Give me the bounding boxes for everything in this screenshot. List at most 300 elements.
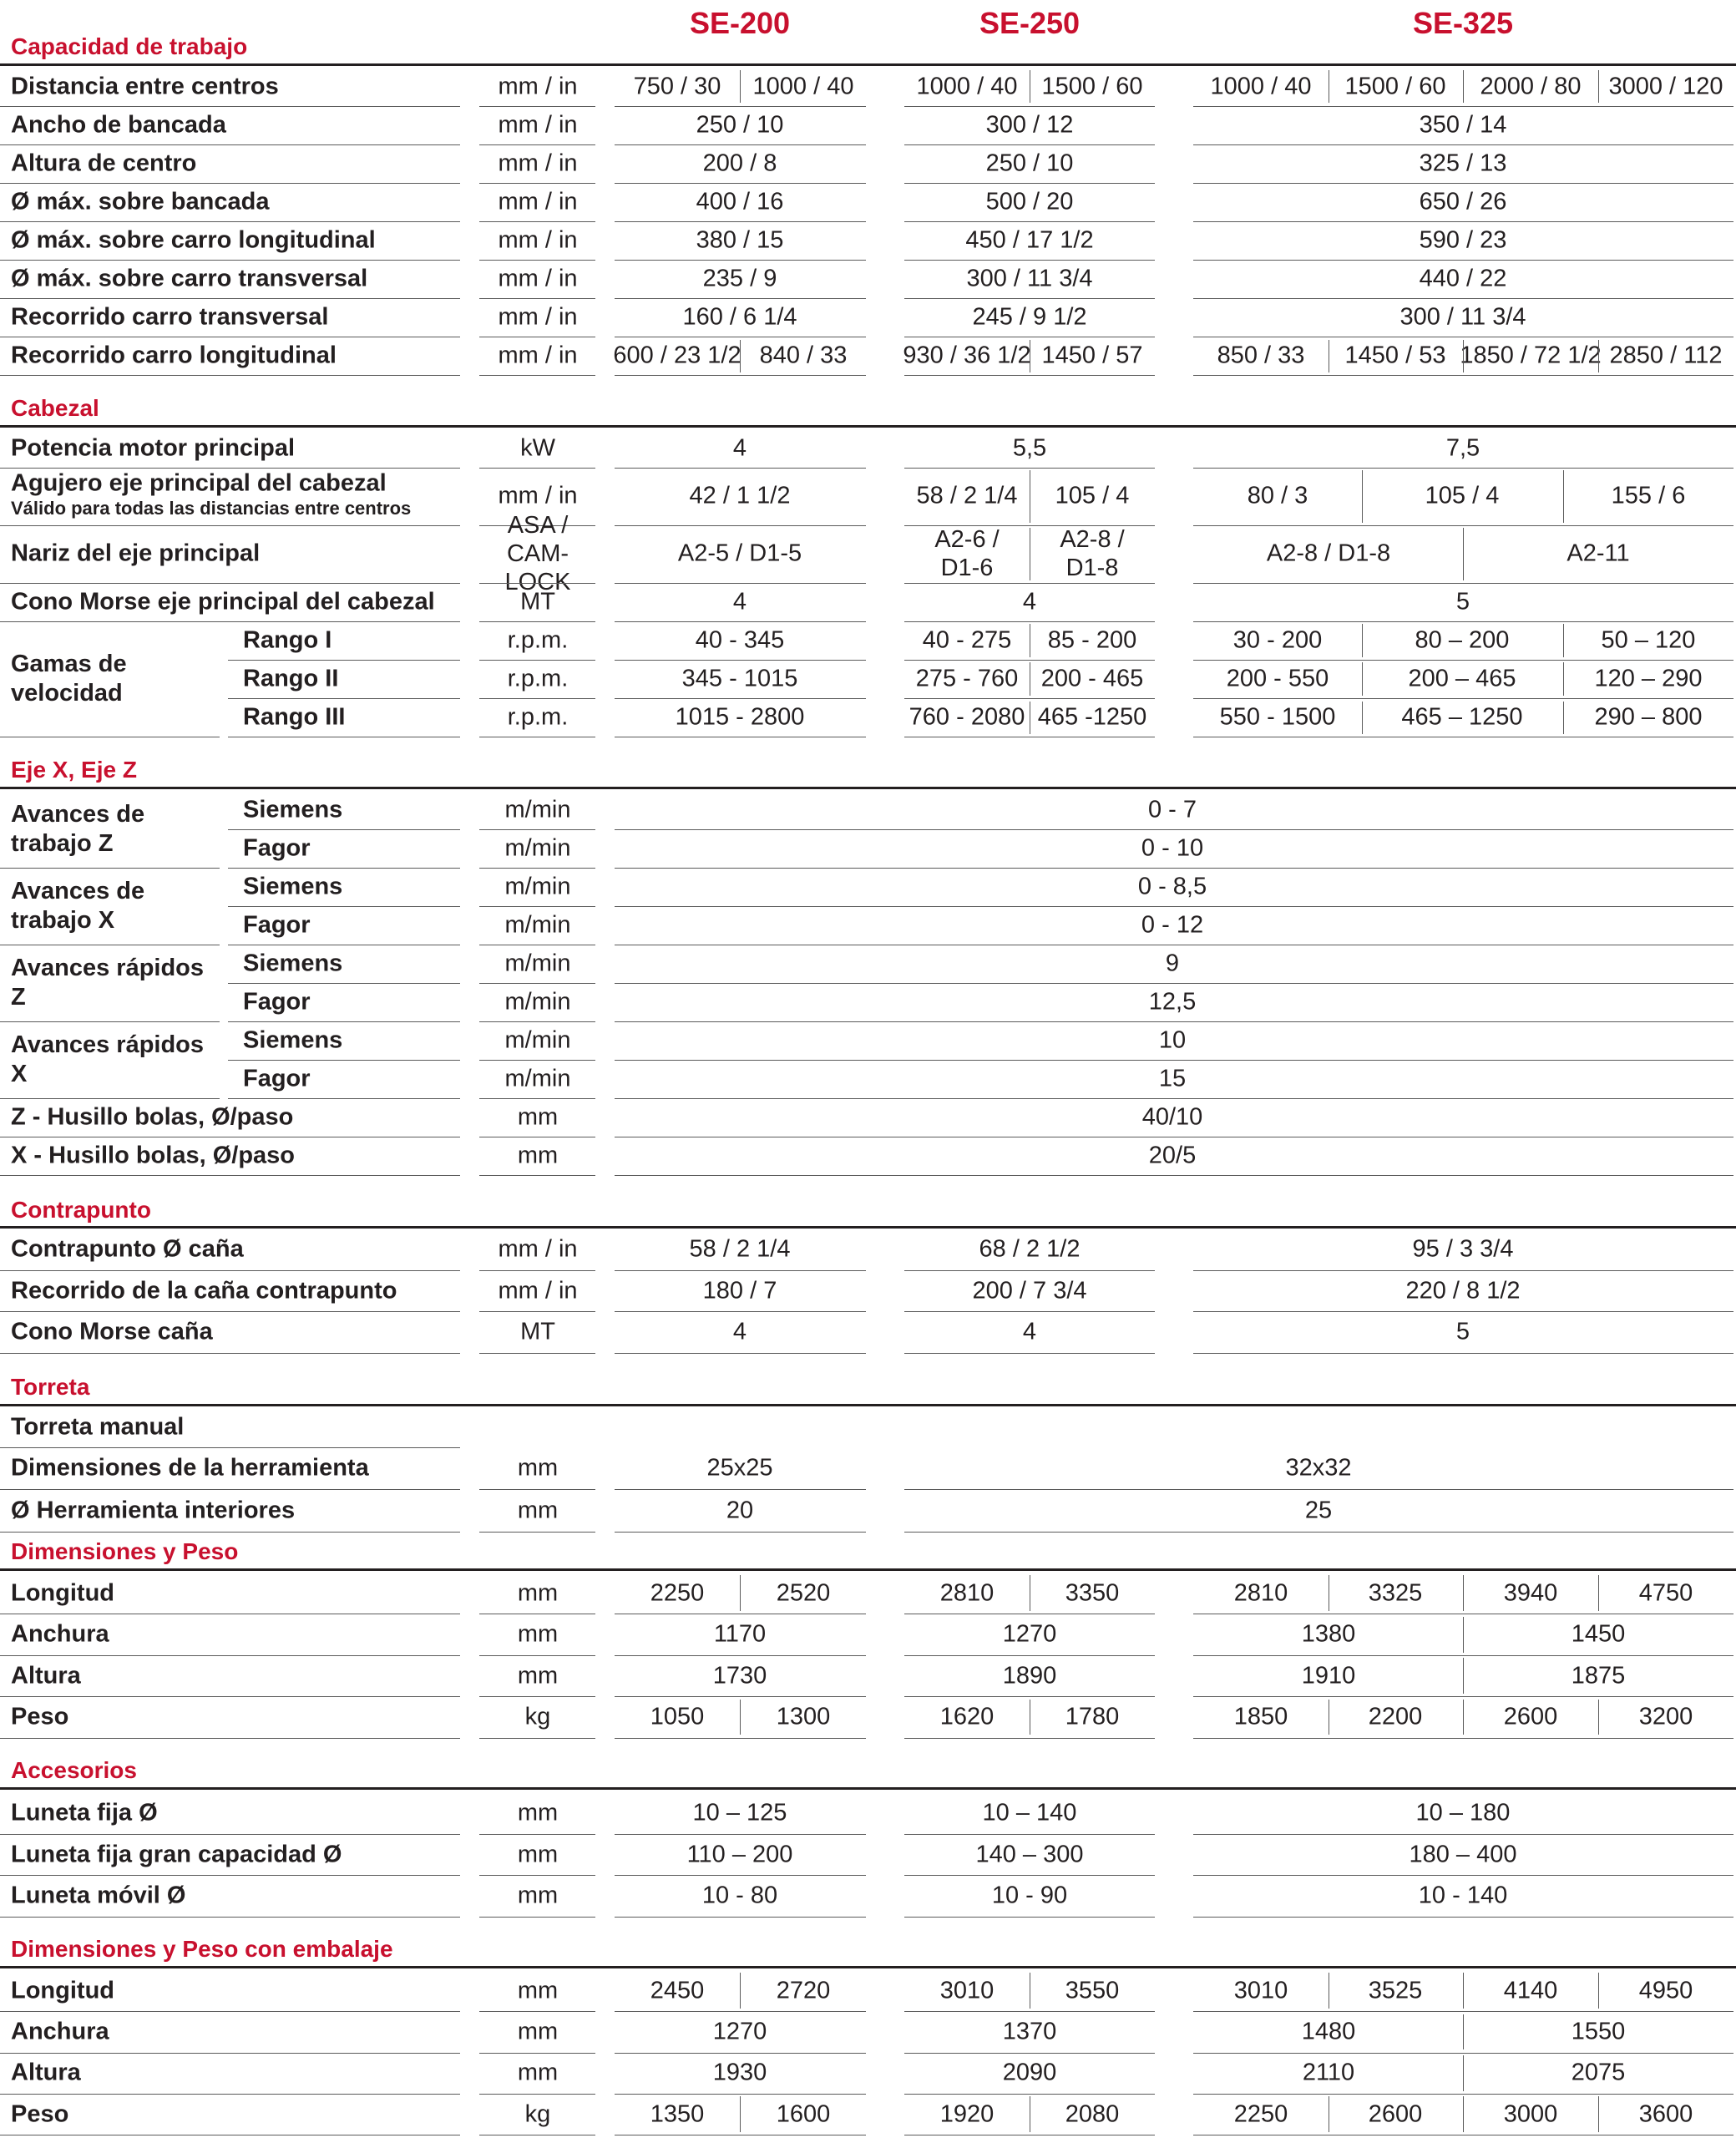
row-rule [904, 260, 1155, 261]
row-unit: mm [517, 1841, 559, 1868]
row-rule [904, 375, 1155, 376]
row-rule [904, 144, 1155, 145]
cell-divider [740, 1700, 741, 1735]
cell-divider [1362, 662, 1363, 696]
row-label: Contrapunto Ø caña [11, 1235, 244, 1263]
row-rule [479, 2053, 595, 2054]
spec-value: 3550 [1065, 1977, 1120, 2004]
spec-value: 5,5 [1012, 434, 1047, 462]
spec-value: 200 - 550 [1226, 665, 1329, 692]
spec-value: 650 / 26 [1419, 188, 1507, 215]
row-rule [904, 583, 1155, 584]
row-rule [904, 183, 1155, 184]
row-rule [904, 1655, 1155, 1656]
row-rule [615, 1532, 866, 1533]
row-unit: mm / in [498, 226, 578, 254]
section-rule [0, 1226, 1736, 1229]
spec-value: 2200 [1368, 1703, 1423, 1730]
row-label: Luneta fija Ø [11, 1799, 158, 1826]
spec-value: 9 [1165, 950, 1180, 977]
row-rule [479, 1175, 595, 1176]
row-unit: mm / in [498, 73, 578, 100]
row-rule [904, 698, 1155, 699]
row-unit: MT [520, 588, 555, 616]
row-rule [479, 2011, 595, 2012]
spec-value: 300 / 11 3/4 [966, 265, 1093, 292]
row-rule [615, 983, 1733, 984]
spec-value: 15 [1158, 1065, 1187, 1092]
row-rule [479, 221, 595, 222]
row-rule [1193, 2053, 1733, 2054]
row-rule [615, 2094, 866, 2095]
row-rule [1193, 660, 1733, 661]
row-rule [0, 144, 460, 145]
row-rule [479, 660, 595, 661]
model-header: SE-250 [979, 6, 1081, 40]
row-rule [615, 1311, 866, 1312]
spec-value: 40/10 [1141, 1103, 1203, 1131]
spec-value: 3000 / 120 [1608, 73, 1723, 100]
row-rule [479, 829, 595, 830]
row-label: Agujero eje principal del cabezal [11, 469, 387, 497]
row-unit: mm [517, 1497, 559, 1524]
row-rule [615, 1353, 866, 1354]
row-sublabel: Fagor [243, 988, 311, 1016]
spec-value: 180 / 7 [702, 1277, 777, 1305]
row-unit: mm [517, 1103, 559, 1131]
row-rule [0, 868, 220, 869]
section-title: Cabezal [11, 395, 99, 421]
row-rule [479, 1875, 595, 1876]
row-label: Altura [11, 1662, 81, 1690]
row-rule [615, 1917, 866, 1918]
spec-value: 68 / 2 1/2 [979, 1235, 1081, 1263]
spec-value: 4750 [1638, 1579, 1693, 1607]
cell-divider [1563, 624, 1564, 657]
spec-value: 1000 / 40 [1210, 73, 1312, 100]
row-label: Cono Morse eje principal del cabezal [11, 588, 435, 616]
spec-value: 1170 [713, 1620, 767, 1648]
row-label: Peso [11, 2100, 69, 2128]
row-label: Peso [11, 1703, 69, 1730]
cell-divider [1598, 70, 1599, 103]
row-unit: mm / in [498, 482, 578, 509]
spec-value: 10 – 125 [692, 1799, 787, 1826]
row-rule [0, 183, 460, 184]
row-rule [228, 1060, 460, 1061]
row-rule [904, 2053, 1155, 2054]
row-rule [0, 468, 460, 469]
spec-value: 120 – 290 [1594, 665, 1703, 692]
section-title: Capacidad de trabajo [11, 33, 248, 59]
row-unit: mm / in [498, 188, 578, 215]
row-unit: kW [520, 434, 555, 462]
section-rule [0, 425, 1736, 428]
spec-value: 4 [732, 588, 747, 616]
row-rule [615, 1655, 866, 1656]
spec-value: 140 – 300 [975, 1841, 1084, 1868]
row-unit: mm [517, 1977, 559, 2004]
spec-value: 0 - 7 [1147, 796, 1197, 823]
spec-value: 3010 [939, 1977, 995, 2004]
row-label: Distancia entre centros [11, 73, 279, 100]
row-rule [0, 525, 460, 526]
section-rule [0, 1568, 1736, 1571]
spec-value: 2850 / 112 [1609, 342, 1723, 369]
row-rule [479, 868, 595, 869]
row-rule [904, 106, 1155, 107]
spec-value: 58 / 2 1/4 [689, 1235, 791, 1263]
row-rule [1193, 1696, 1733, 1697]
row-rule [479, 144, 595, 145]
spec-value: 200 / 7 3/4 [972, 1277, 1087, 1305]
row-unit: mm [517, 1579, 559, 1607]
row-rule [615, 1098, 1733, 1099]
row-rule [228, 1021, 460, 1022]
spec-value: 10 [1158, 1026, 1187, 1054]
row-rule [479, 375, 595, 376]
spec-value: 465 – 1250 [1401, 703, 1523, 731]
row-rule [479, 1021, 595, 1022]
row-rule [479, 468, 595, 469]
row-rule [1193, 1270, 1733, 1271]
spec-value: 1600 [776, 2100, 831, 2128]
row-unit: mm [517, 1454, 559, 1482]
row-sublabel: Siemens [243, 950, 343, 977]
spec-value: 300 / 11 3/4 [1399, 303, 1526, 331]
row-sublabel: Rango I [243, 626, 332, 654]
row-unit: mm [517, 2018, 559, 2045]
spec-value: 2250 [1233, 2100, 1288, 2128]
spec-value: 25 [1304, 1497, 1333, 1524]
section-title: Dimensiones y Peso con embalaje [11, 1936, 393, 1962]
section-rule [0, 1404, 1736, 1406]
spec-value: 1015 - 2800 [675, 703, 805, 731]
spec-value: 20 [726, 1497, 754, 1524]
row-note: Válido para todas las distancias entre centros [11, 498, 412, 519]
cell-divider [1598, 340, 1599, 372]
section-rule [0, 787, 1736, 789]
row-rule [1193, 1875, 1733, 1876]
row-unit: m/min [504, 950, 571, 977]
row-rule [479, 1532, 595, 1533]
row-label: Recorrido de la caña contrapunto [11, 1277, 397, 1305]
cell-divider [1463, 1700, 1464, 1735]
row-rule [615, 1021, 1733, 1022]
row-rule [1193, 468, 1733, 469]
spec-value: 345 - 1015 [681, 665, 798, 692]
row-unit: mm [517, 1620, 559, 1648]
spec-value: 2600 [1368, 2100, 1423, 2128]
row-rule [0, 1917, 460, 1918]
row-rule [615, 221, 866, 222]
row-label: Longitud [11, 1977, 115, 2004]
row-rule [904, 1738, 1155, 1739]
row-rule [0, 106, 460, 107]
spec-value: 2810 [939, 1579, 995, 1607]
spec-value: 1920 [939, 2100, 995, 2128]
row-rule [228, 906, 460, 907]
row-rule [904, 1917, 1155, 1918]
row-rule [0, 260, 460, 261]
spec-value: 1930 [712, 2059, 767, 2086]
row-rule [615, 2011, 866, 2012]
spec-value: 380 / 15 [696, 226, 784, 254]
spec-value: 4950 [1638, 1977, 1693, 2004]
row-rule [615, 298, 866, 299]
row-rule [904, 221, 1155, 222]
spec-value: 1350 [650, 2100, 705, 2128]
spec-value: A2-8 / D1-8 [1266, 540, 1391, 567]
row-rule [904, 1270, 1155, 1271]
spec-value: A2-5 / D1-5 [677, 540, 802, 567]
spec-value: 1620 [939, 1703, 995, 1730]
row-rule [0, 1021, 220, 1022]
spec-value: 2075 [1571, 2059, 1626, 2086]
spec-value: 250 / 10 [985, 149, 1074, 177]
spec-value: 300 / 12 [985, 111, 1074, 139]
row-label: Anchura [11, 1620, 109, 1648]
row-label: Ø máx. sobre carro longitudinal [11, 226, 376, 254]
row-rule [615, 1696, 866, 1697]
spec-value: 105 / 4 [1425, 482, 1500, 509]
spec-value: 760 - 2080 [908, 703, 1025, 731]
spec-value: 1480 [1301, 2018, 1356, 2045]
row-rule [0, 1532, 460, 1533]
row-unit: kg [524, 2100, 551, 2128]
row-rule [1193, 2094, 1733, 2095]
spec-value: 58 / 2 1/4 [916, 482, 1018, 509]
spec-value: 105 / 4 [1055, 482, 1130, 509]
spec-value: 500 / 20 [985, 188, 1074, 215]
row-rule [904, 2011, 1155, 2012]
spec-value: 1500 / 60 [1344, 73, 1446, 100]
row-unit: r.p.m. [507, 665, 569, 692]
cell-divider [1463, 1575, 1464, 1611]
cell-divider [1463, 70, 1464, 103]
row-label: Luneta móvil Ø [11, 1882, 186, 1909]
row-rule [615, 1834, 866, 1835]
row-rule [479, 1311, 595, 1312]
row-rule [0, 1447, 460, 1448]
spec-value: 5 [1455, 1318, 1470, 1345]
row-label: Z - Husillo bolas, Ø/paso [11, 1103, 294, 1131]
row-unit: m/min [504, 1065, 571, 1092]
row-rule [479, 298, 595, 299]
row-rule [904, 1875, 1155, 1876]
spec-value: 12,5 [1148, 988, 1197, 1016]
row-rule [1193, 260, 1733, 261]
spec-value: 80 – 200 [1415, 626, 1510, 654]
spec-value: 0 - 10 [1141, 834, 1204, 862]
row-sublabel: Siemens [243, 1026, 343, 1054]
spec-value: 930 / 36 1/2 [903, 342, 1031, 369]
row-unit: mm / in [498, 342, 578, 369]
row-rule [1193, 1311, 1733, 1312]
row-label: Nariz del eje principal [11, 540, 261, 567]
group-label: Gamas de velocidad [11, 651, 127, 707]
row-rule [479, 1655, 595, 1656]
row-rule [0, 621, 460, 622]
row-unit: m/min [504, 873, 571, 900]
row-rule [1193, 1655, 1733, 1656]
spec-value: 600 / 23 1/2 [613, 342, 741, 369]
spec-value: 3525 [1368, 1977, 1423, 2004]
spec-value: 180 – 400 [1409, 1841, 1517, 1868]
cell-divider [1463, 2055, 1464, 2091]
spec-value: 30 - 200 [1232, 626, 1323, 654]
row-rule [1193, 144, 1733, 145]
row-rule [1193, 2011, 1733, 2012]
row-rule [904, 1353, 1155, 1354]
row-rule [1193, 1738, 1733, 1739]
spec-value: 25x25 [706, 1454, 773, 1482]
cell-divider [1598, 1973, 1599, 2009]
section-title: Dimensiones y Peso [11, 1538, 239, 1564]
spec-value: 850 / 33 [1217, 342, 1305, 369]
row-rule [615, 525, 866, 526]
spec-value: 2090 [1002, 2059, 1057, 2086]
spec-value: A2-6 / D1-6 [934, 526, 1000, 581]
row-rule [0, 2094, 460, 2095]
cell-divider [740, 2096, 741, 2132]
spec-value: 20/5 [1148, 1142, 1197, 1169]
row-label: Altura de centro [11, 149, 197, 177]
row-sublabel: Fagor [243, 911, 311, 939]
spec-value: 4 [1022, 1318, 1037, 1345]
spec-value: 1050 [650, 1703, 705, 1730]
spec-value: 3350 [1065, 1579, 1120, 1607]
spec-value: 2110 [1302, 2059, 1355, 2086]
row-rule [0, 1738, 460, 1739]
row-sublabel: Fagor [243, 1065, 311, 1092]
row-rule [0, 2053, 460, 2054]
row-rule [228, 660, 460, 661]
spec-value: 2810 [1233, 1579, 1288, 1607]
row-rule [479, 583, 595, 584]
row-unit: m/min [504, 1026, 571, 1054]
row-unit: m/min [504, 911, 571, 939]
row-rule [0, 1175, 460, 1176]
spec-value: 250 / 10 [696, 111, 784, 139]
row-unit: m/min [504, 834, 571, 862]
row-rule [228, 868, 460, 869]
spec-value: 465 -1250 [1037, 703, 1147, 731]
spec-value: 840 / 33 [759, 342, 848, 369]
spec-value: 85 - 200 [1047, 626, 1137, 654]
row-unit: ASA / CAM-LOCK [504, 512, 571, 595]
row-rule [0, 1655, 460, 1656]
spec-value: 3000 [1503, 2100, 1558, 2128]
spec-value: 2250 [650, 1579, 705, 1607]
row-rule [615, 829, 1733, 830]
cell-divider [740, 340, 741, 372]
row-rule [0, 583, 460, 584]
spec-value: 290 – 800 [1594, 703, 1703, 731]
model-header: SE-325 [1412, 6, 1514, 40]
cell-divider [1598, 1700, 1599, 1735]
row-sublabel: Rango II [243, 665, 339, 692]
spec-value: 245 / 9 1/2 [972, 303, 1087, 331]
spec-value: 1380 [1301, 1620, 1356, 1648]
row-rule [479, 1060, 595, 1061]
row-rule [615, 1738, 866, 1739]
row-unit: mm / in [498, 1277, 578, 1305]
spec-value: 1850 [1233, 1703, 1288, 1730]
group-label: Avances de trabajo Z [11, 801, 145, 857]
row-rule [1193, 1353, 1733, 1354]
cell-divider [740, 70, 741, 103]
row-rule [1193, 583, 1733, 584]
row-rule [479, 1353, 595, 1354]
row-unit: mm / in [498, 303, 578, 331]
row-label: X - Husillo bolas, Ø/paso [11, 1142, 295, 1169]
row-rule [615, 144, 866, 145]
spec-value: 1890 [1002, 1662, 1057, 1690]
row-rule [615, 621, 866, 622]
row-rule [479, 260, 595, 261]
row-rule [228, 698, 460, 699]
row-label: Luneta fija gran capacidad Ø [11, 1841, 342, 1868]
cell-divider [1463, 1658, 1464, 1694]
row-rule [0, 298, 460, 299]
spec-value: 2720 [776, 1977, 831, 2004]
spec-value: 2450 [650, 1977, 705, 2004]
spec-value: 5 [1455, 588, 1470, 616]
spec-value: 1910 [1301, 1662, 1356, 1690]
section-title: Torreta [11, 1374, 90, 1400]
row-unit: MT [520, 1318, 555, 1345]
row-rule [615, 183, 866, 184]
spec-value: 1875 [1571, 1662, 1626, 1690]
row-label: Ø máx. sobre carro transversal [11, 265, 368, 292]
row-rule [0, 1098, 220, 1099]
spec-value: 10 - 80 [701, 1882, 778, 1909]
row-rule [479, 906, 595, 907]
spec-value: 3600 [1638, 2100, 1693, 2128]
spec-value: 4 [732, 434, 747, 462]
row-rule [479, 621, 595, 622]
row-label: Ø máx. sobre bancada [11, 188, 270, 215]
model-header: SE-200 [689, 6, 791, 40]
row-label: Torreta manual [11, 1413, 185, 1441]
row-rule [615, 906, 1733, 907]
row-rule [228, 983, 460, 984]
row-unit: mm / in [498, 149, 578, 177]
row-rule [615, 698, 866, 699]
spec-value: 2080 [1065, 2100, 1120, 2128]
row-rule [1193, 1834, 1733, 1835]
section-title: Contrapunto [11, 1197, 151, 1223]
spec-value: 3200 [1638, 1703, 1693, 1730]
row-rule [615, 583, 866, 584]
section-rule [0, 1966, 1736, 1968]
row-rule [1193, 698, 1733, 699]
row-label: Ancho de bancada [11, 111, 226, 139]
spec-value: 1730 [712, 1662, 767, 1690]
section-title: Accesorios [11, 1757, 137, 1783]
spec-value: A2-11 [1566, 540, 1630, 567]
spec-value: 450 / 17 1/2 [965, 226, 1094, 254]
spec-value: 1450 / 53 [1344, 342, 1446, 369]
row-rule [479, 1489, 595, 1490]
row-rule [615, 1175, 1733, 1176]
spec-value: 10 – 140 [982, 1799, 1077, 1826]
row-label: Recorrido carro longitudinal [11, 342, 337, 369]
cell-divider [1563, 470, 1564, 523]
spec-value: 1850 / 72 1/2 [1460, 342, 1602, 369]
spec-value: 325 / 13 [1419, 149, 1507, 177]
